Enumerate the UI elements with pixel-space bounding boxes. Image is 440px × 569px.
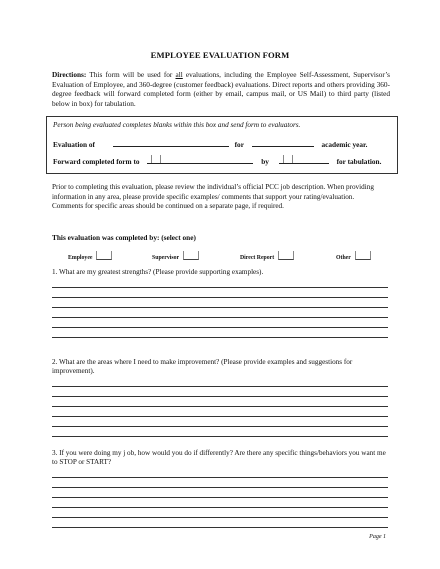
answer-lines-1[interactable]: [52, 287, 388, 338]
question-1: 1. What are my greatest strengths? (Please provide supporting examples).: [52, 268, 264, 276]
directions-paragraph: [52, 70, 390, 108]
question-3: 3. If you were doing my j ob, how would you do if differently? Are there any specific things/behaviors you want me to STOP or START?: [52, 449, 386, 467]
role-direct-report-checkbox[interactable]: [278, 251, 294, 260]
forward-to-field[interactable]: [147, 156, 253, 164]
directions-text-a: This form will be used for: [86, 70, 176, 79]
directions-all: all: [175, 70, 183, 79]
directions-label: Directions:: [52, 70, 87, 79]
role-other-label: Other: [336, 255, 351, 261]
role-supervisor-label: Supervisor: [152, 255, 180, 261]
by-label: by: [261, 157, 269, 166]
academic-year-label: academic year.: [321, 140, 368, 149]
answer-lines-3[interactable]: [52, 477, 388, 528]
role-other-checkbox[interactable]: [355, 251, 371, 260]
instructions-paragraph: Prior to completing this evaluation, please review the individual’s official PCC job description. When providing information in any area, please provide specific examples/ comments that support your rating/evaluation. Comments for specific areas should be continued on a separate page, if required.: [52, 183, 374, 211]
role-supervisor-checkbox[interactable]: [183, 251, 199, 260]
forward-row: [53, 156, 381, 166]
role-options: [0, 251, 440, 263]
by-date-field[interactable]: [279, 156, 329, 164]
evaluation-of-label: Evaluation of: [53, 140, 95, 149]
role-supervisor[interactable]: [152, 251, 199, 261]
form-title: EMPLOYEE EVALUATION FORM: [150, 50, 290, 60]
evaluation-of-row: [53, 139, 367, 149]
for-label: for: [234, 140, 244, 149]
role-direct-report[interactable]: [240, 251, 294, 261]
for-tabulation-label: for tabulation.: [336, 157, 382, 166]
forward-to-label: Forward completed form to: [53, 157, 140, 166]
answer-lines-2[interactable]: [52, 386, 388, 437]
role-direct-report-label: Direct Report: [240, 255, 275, 261]
directions-text-b: evaluations, including the Employee Self-Assessment, Supervisor’s Evaluation of Employee, and 360-degree (customer feedback) evaluations. Direct reports and others providing 360-degree feedback will forward completed form (either by email, campus mail, or US Mail) to third party (listed below in box) for tabulation.: [52, 70, 390, 108]
role-employee[interactable]: [68, 251, 112, 261]
page-number: Page 1: [369, 534, 386, 540]
evaluated-person-box: [46, 116, 398, 174]
role-employee-checkbox[interactable]: [96, 251, 112, 260]
role-other[interactable]: [336, 251, 371, 261]
completed-by-heading: This evaluation was completed by: (select one): [52, 233, 196, 242]
box-instruction: Person being evaluated completes blanks within this box and send form to evaluators.: [53, 121, 301, 129]
question-2: 2. What are the areas where I need to make improvement? (Please provide examples and suggestions for improvement).: [52, 358, 353, 376]
role-employee-label: Employee: [68, 255, 93, 261]
evaluation-of-field[interactable]: [113, 139, 229, 147]
academic-year-field[interactable]: [252, 139, 314, 147]
